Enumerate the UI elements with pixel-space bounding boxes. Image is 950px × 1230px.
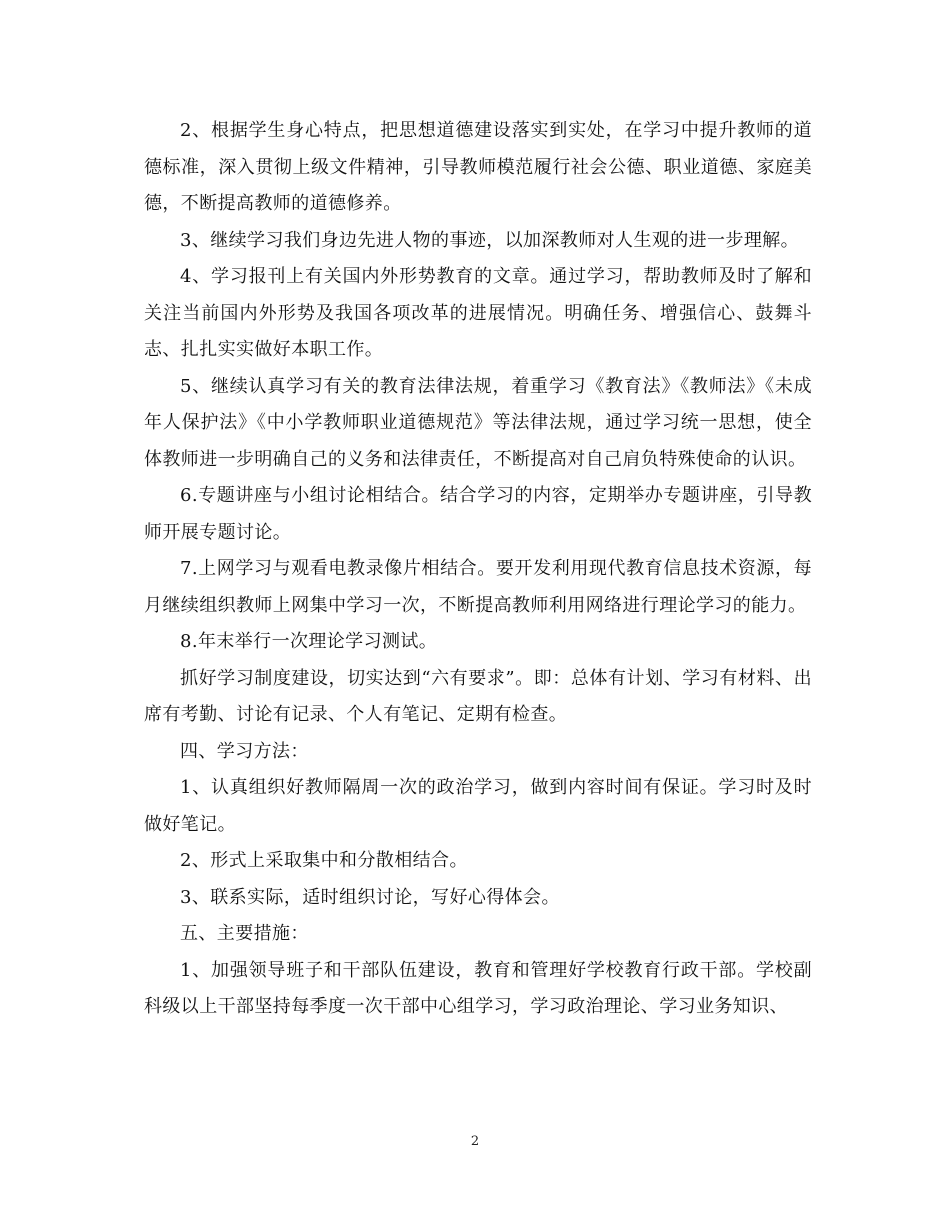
paragraph-method-3: 3、联系实际，适时组织讨论，写好心得体会。 [180,886,560,908]
paragraph-online-learning: 7.上网学习与观看电教录像片相结合。要开发利用现代教育信息技术资源，每月继续组织教师上网集中学习一次，不断提高教师利用网络进行理论学习的能力。 [144,558,812,616]
paragraph-method-2: 2、形式上采取集中和分散相结合。 [180,850,468,871]
document-body [144,113,812,1026]
paragraph-method-1: 1、认真组织好教师隔周一次的政治学习，做到内容时间有保证。学习时及时做好笔记。 [144,777,812,835]
paragraph-lectures: 6.专题讲座与小组讨论相结合。结合学习的内容，定期举办专题讲座，引导教师开展专题讨论。 [144,485,812,543]
section-heading-main-measures: 五、主要措施： [180,923,309,944]
paragraph-year-end-test: 8.年末举行一次理论学习测试。 [180,631,438,652]
paragraph-current-affairs: 4、学习报刊上有关国内外形势教育的文章。通过学习，帮助教师及时了解和关注当前国内外形势及我国各项改革的进展情况。明确任务、增强信心、鼓舞斗志、扎扎实实做好本职工作。 [144,266,812,360]
paragraph-study-system: 抓好学习制度建设，切实达到“六有要求”。即：总体有计划、学习有材料、出席有考勤、讨论有记录、个人有笔记、定期有检查。 [144,667,812,725]
section-heading-study-methods: 四、学习方法： [180,740,309,762]
paragraph-moral-standards: 2、根据学生身心特点，把思想道德建设落实到实处，在学习中提升教师的道德标准，深入贯彻上级文件精神，引导教师模范履行社会公德、职业道德、家庭美德，不断提高教师的道德修养。 [144,120,812,214]
paragraph-measure-1: 1、加强领导班子和干部队伍建设，教育和管理好学校教育行政干部。学校副科级以上干部坚持每季度一次干部中心组学习，学习政治理论、学习业务知识、 [144,959,812,1017]
page-number: 2 [470,1134,480,1149]
paragraph-education-law: 5、继续认真学习有关的教育法律法规，着重学习《教育法》《教师法》《未成年人保护法》《中小学教师职业道德规范》等法律法规，通过学习统一思想，使全体教师进一步明确自己的义务和法律责任，不断提高对自己肩负特殊使命的认识。 [144,375,812,470]
paragraph-role-models: 3、继续学习我们身边先进人物的事迹，以加深教师对人生观的进一步理解。 [180,229,800,251]
